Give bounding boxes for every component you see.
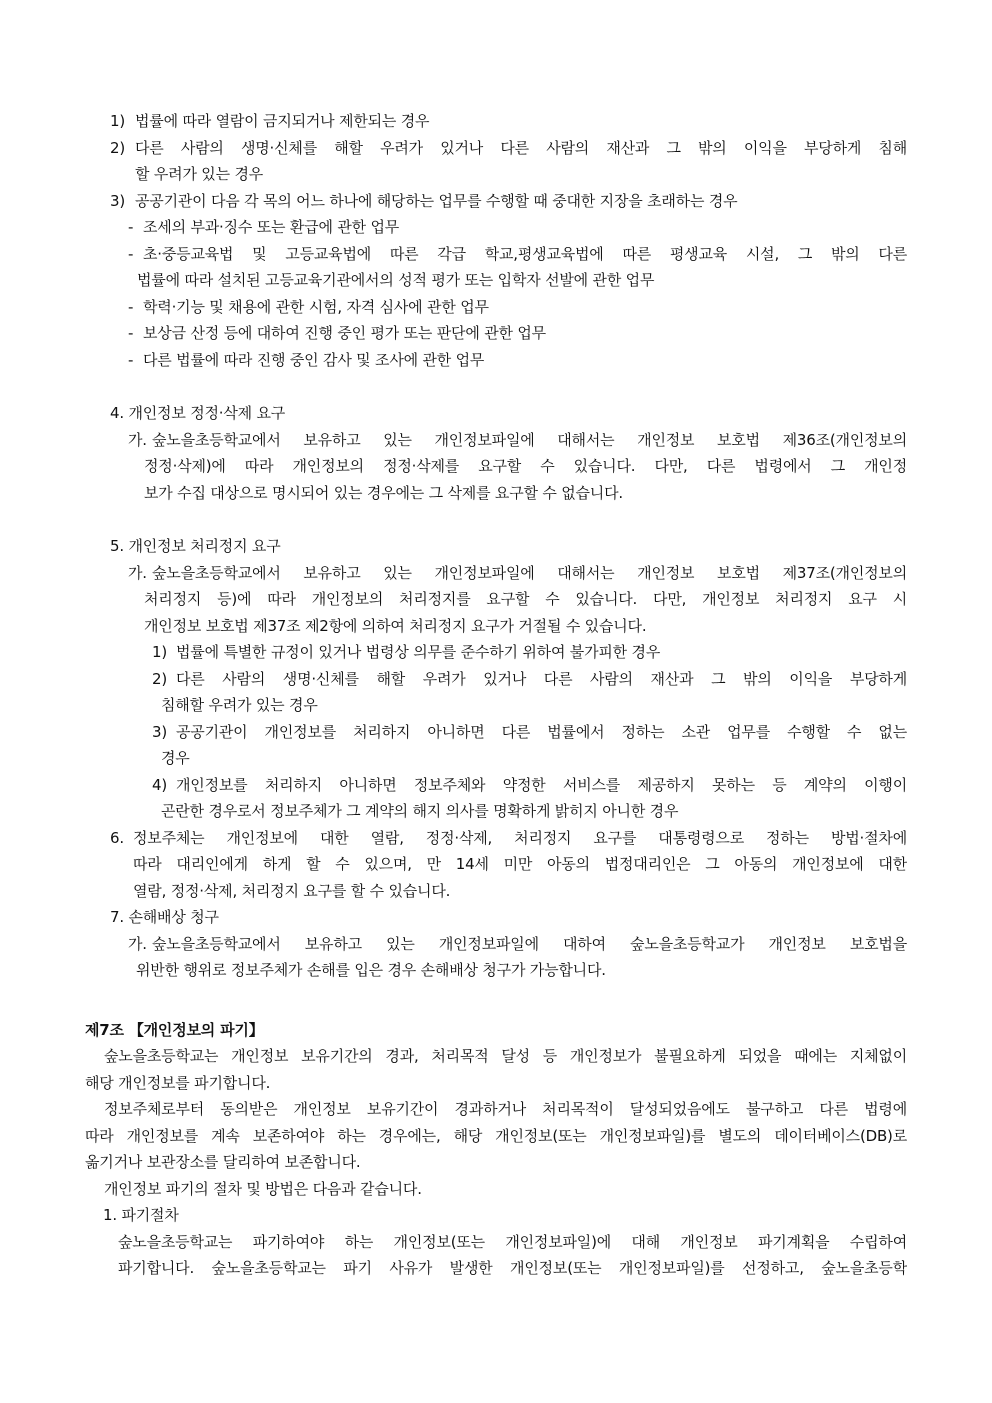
section-5-text: 개인정보 보호법 제37조 제2항에 의하여 처리정지 요구가 거절될 수 있습니다. bbox=[144, 617, 647, 635]
section-7-text: 위반한 행위로 정보주체가 손해를 입은 경우 손해배상 청구가 가능합니다. bbox=[136, 961, 606, 979]
item-text-continued: 곤란한 경우로서 정보주체가 그 계약의 해지 의사를 명확하게 밝히지 아니한 경우 bbox=[161, 802, 679, 820]
section-4-text: 정정·삭제)에 따라 개인정보의 정정·삭제를 요구할 수 있습니다. 다만, 다른 법령에서 그 개인정 bbox=[144, 457, 907, 475]
section-6-text: 열람, 정정·삭제, 처리정지 요구를 할 수 있습니다. bbox=[133, 882, 451, 900]
article-7-paragraph-2: 따라 개인정보를 계속 보존하여야 하는 경우에는, 해당 개인정보(또는 개인정보파일)를 별도의 데이터베이스(DB)로 bbox=[85, 1127, 907, 1145]
item-label: 2) bbox=[110, 139, 125, 157]
dash-bullet: - bbox=[128, 351, 134, 369]
dash-item-text-continued: 법률에 따라 설치된 고등교육기관에서의 성적 평가 또는 입학자 선발에 관한 업무 bbox=[137, 271, 655, 289]
dash-item-text: 보상금 산정 등에 대하여 진행 중인 평가 또는 판단에 관한 업무 bbox=[143, 324, 546, 342]
destruction-procedure-title: 1. 파기절차 bbox=[103, 1206, 179, 1224]
article-7-paragraph-2: 옮기거나 보관장소를 달리하여 보존합니다. bbox=[85, 1153, 361, 1171]
article-7-paragraph-3: 개인정보 파기의 절차 및 방법은 다음과 같습니다. bbox=[104, 1180, 422, 1198]
item-label: 2) bbox=[152, 670, 167, 688]
item-label: 4) bbox=[152, 776, 167, 794]
section-7-title: 7. 손해배상 청구 bbox=[110, 908, 219, 926]
section-6-text: 정보주체는 개인정보에 대한 열람, 정정·삭제, 처리정지 요구를 대통령령으로 정하는 방법·절차에 bbox=[133, 829, 907, 847]
dash-bullet: - bbox=[128, 245, 134, 263]
item-text: 다른 사람의 생명·신체를 해할 우려가 있거나 다른 사람의 재산과 그 밖의 이익을 부당하게 bbox=[176, 670, 907, 688]
dash-item-text: 학력·기능 및 채용에 관한 시험, 자격 심사에 관한 업무 bbox=[143, 298, 489, 316]
item-text: 법률에 따라 열람이 금지되거나 제한되는 경우 bbox=[135, 112, 430, 130]
item-text-continued: 침해할 우려가 있는 경우 bbox=[161, 696, 318, 714]
item-text: 개인정보를 처리하지 아니하면 정보주체와 약정한 서비스를 제공하지 못하는 등 계약의 이행이 bbox=[176, 776, 907, 794]
section-6-label: 6. bbox=[110, 829, 124, 847]
item-label: 1) bbox=[152, 643, 167, 661]
dash-item-text: 조세의 부과·징수 또는 환급에 관한 업무 bbox=[143, 218, 400, 236]
section-7-text: 숲노을초등학교에서 보유하고 있는 개인정보파일에 대하여 숲노을초등학교가 개인정보 보호법을 bbox=[152, 935, 907, 953]
sub-label: 가. bbox=[128, 431, 147, 449]
sub-label: 가. bbox=[128, 935, 147, 953]
section-5-title: 5. 개인정보 처리정지 요구 bbox=[110, 537, 281, 555]
dash-bullet: - bbox=[128, 324, 134, 342]
article-7-paragraph-1: 숲노을초등학교는 개인정보 보유기간의 경과, 처리목적 달성 등 개인정보가 불필요하게 되었을 때에는 지체없이 bbox=[104, 1047, 907, 1065]
section-4-text: 숲노을초등학교에서 보유하고 있는 개인정보파일에 대해서는 개인정보 보호법 제36조(개인정보의 bbox=[152, 431, 907, 449]
item-text: 공공기관이 다음 각 목의 어느 하나에 해당하는 업무를 수행할 때 중대한 지장을 초래하는 경우 bbox=[135, 192, 738, 210]
destruction-procedure-text: 숲노을초등학교는 파기하여야 하는 개인정보(또는 개인정보파일)에 대해 개인정보 파기계획을 수립하여 bbox=[118, 1233, 907, 1251]
item-text-continued: 할 우려가 있는 경우 bbox=[135, 165, 264, 183]
sub-label: 가. bbox=[128, 564, 147, 582]
item-label: 3) bbox=[110, 192, 125, 210]
section-4-title: 4. 개인정보 정정·삭제 요구 bbox=[110, 404, 286, 422]
item-text: 법률에 특별한 규정이 있거나 법령상 의무를 준수하기 위하여 불가피한 경우 bbox=[176, 643, 661, 661]
section-6-text: 따라 대리인에게 하게 할 수 있으며, 만 14세 미만 아동의 법정대리인은 그 아동의 개인정보에 대한 bbox=[133, 855, 907, 873]
item-text-continued: 경우 bbox=[161, 749, 190, 767]
dash-bullet: - bbox=[128, 218, 134, 236]
item-text: 공공기관이 개인정보를 처리하지 아니하면 다른 법률에서 정하는 소관 업무를 수행할 수 없는 bbox=[176, 723, 907, 741]
dash-bullet: - bbox=[128, 298, 134, 316]
article-7-heading: 제7조 【개인정보의 파기】 bbox=[85, 1021, 264, 1039]
dash-item-text: 다른 법률에 따라 진행 중인 감사 및 조사에 관한 업무 bbox=[143, 351, 485, 369]
dash-item-text: 초·중등교육법 및 고등교육법에 따른 각급 학교,평생교육법에 따른 평생교육 시설, 그 밖의 다른 bbox=[143, 245, 907, 263]
item-label: 1) bbox=[110, 112, 125, 130]
section-4-text: 보가 수집 대상으로 명시되어 있는 경우에는 그 삭제를 요구할 수 없습니다. bbox=[144, 484, 623, 502]
article-7-paragraph-2: 정보주체로부터 동의받은 개인정보 보유기간이 경과하거나 처리목적이 달성되었음에도 불구하고 다른 법령에 bbox=[104, 1100, 907, 1118]
destruction-procedure-text: 파기합니다. 숲노을초등학교는 파기 사유가 발생한 개인정보(또는 개인정보파일)를 선정하고, 숲노을초등학 bbox=[118, 1259, 907, 1277]
item-text: 다른 사람의 생명·신체를 해할 우려가 있거나 다른 사람의 재산과 그 밖의 이익을 부당하게 침해 bbox=[135, 139, 907, 157]
article-7-paragraph-1: 해당 개인정보를 파기합니다. bbox=[85, 1074, 271, 1092]
section-5-text: 숲노을초등학교에서 보유하고 있는 개인정보파일에 대해서는 개인정보 보호법 제37조(개인정보의 bbox=[152, 564, 907, 582]
item-label: 3) bbox=[152, 723, 167, 741]
section-5-text: 처리정지 등)에 따라 개인정보의 처리정지를 요구할 수 있습니다. 다만, 개인정보 처리정지 요구 시 bbox=[144, 590, 907, 608]
